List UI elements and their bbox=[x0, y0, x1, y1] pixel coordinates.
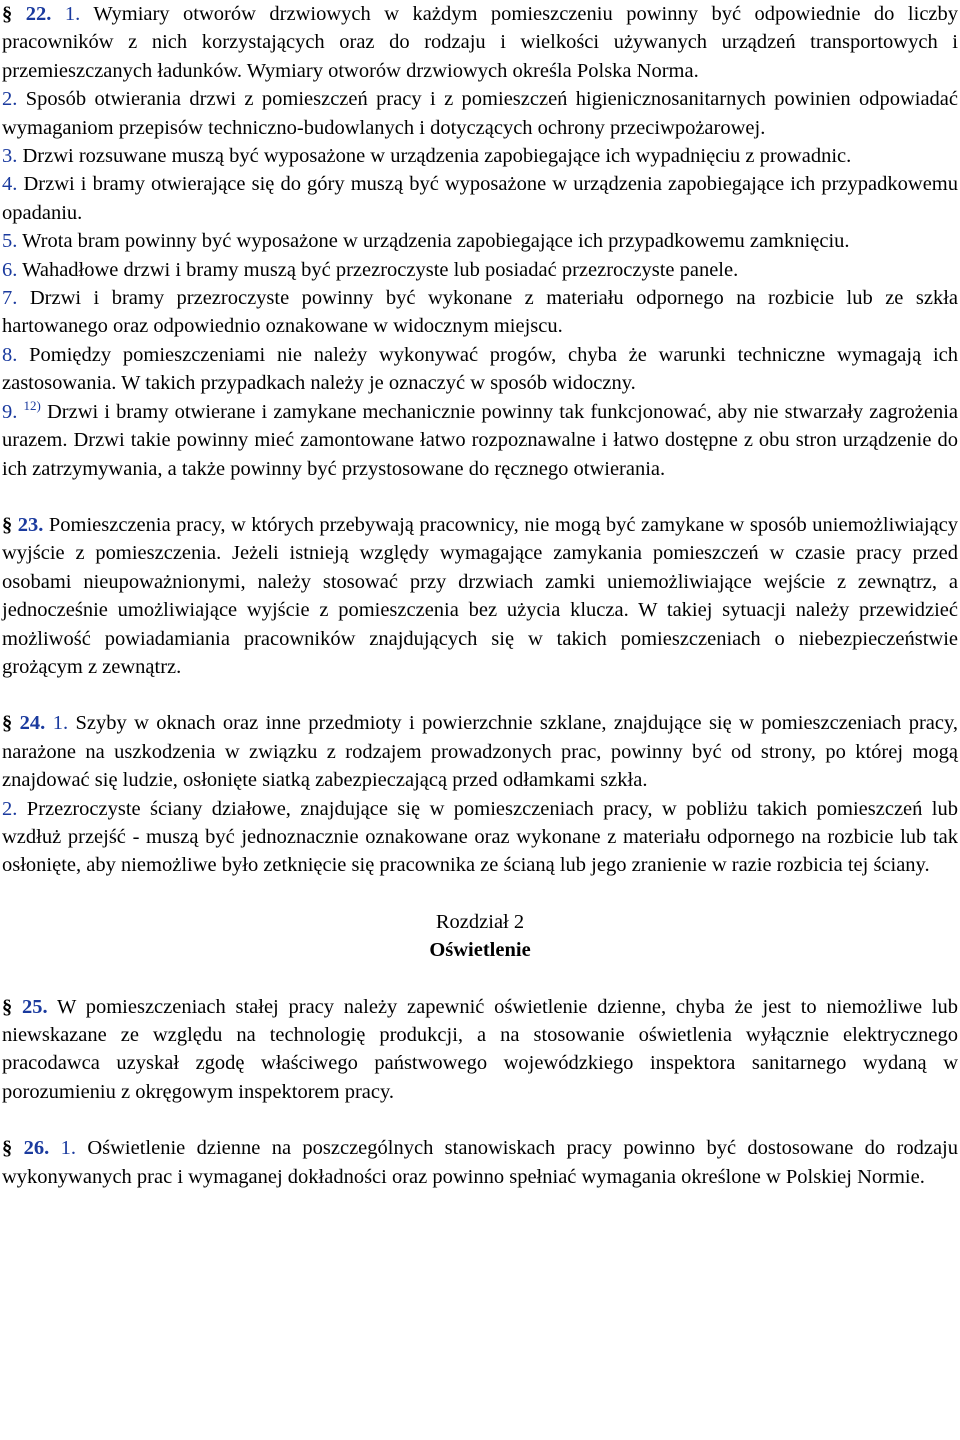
section-22-item-7 bbox=[2, 284, 958, 341]
section-text: W pomieszczeniach stałej pracy należy zapewnić oświetlenie dzienne, chyba że jest to niemożliwe lub niewskazane ze względu na technologię produkcji, a na stosowanie oświetlenia wyłącznie elektrycznego pracodawca uzyskał zgodę właściwego państwowego wojewódzkiego inspektora sanitarnego wydaną w porozumieniu z okręgowym inspektorem pracy. bbox=[2, 995, 959, 1103]
item-number: 9. bbox=[2, 400, 18, 423]
section-22-item-4 bbox=[2, 170, 958, 227]
item-text: Drzwi rozsuwane muszą być wyposażone w urządzenia zapobiegające ich wypadnięciu z prowadnic. bbox=[22, 145, 852, 168]
item-text: Oświetlenie dzienne na poszczególnych stanowiskach pracy powinno być dostosowane do rodzaju wykonywanych prac i wymaganej dokładności oraz powinno spełniać wymagania określone w Polskiej Normie. bbox=[2, 1137, 959, 1188]
item-number: 1. bbox=[64, 3, 81, 25]
section-text: Pomieszczenia pracy, w których przebywają pracownicy, nie mogą być zamykane w sposób uniemożliwiający wyjście z pomieszczenia. Jeżeli istnieją względy wymagające zamykania pomieszczeń w czasie pracy przed osobami nieupoważnionymi, należy stosować przy drzwiach zamki uniemożliwiające wejście z zewnątrz, a jednocześnie umożliwiające wyjście z pomieszczenia bez użycia klucza. W takiej sytuacji należy przewidzieć możliwość powiadamiania pracowników znajdujących się w takich pomieszczeniach o niebezpieczeństwie grożącym z zewnątrz. bbox=[2, 513, 959, 678]
section-23 bbox=[2, 511, 958, 681]
section-sign: § bbox=[2, 712, 13, 735]
item-number: 6. bbox=[2, 258, 18, 281]
chapter-title: Oświetlenie bbox=[429, 939, 531, 962]
spacer bbox=[2, 965, 958, 993]
section-25 bbox=[2, 993, 958, 1107]
item-number: 8. bbox=[2, 343, 18, 366]
section-24-item-1 bbox=[2, 709, 958, 794]
item-text: Drzwi i bramy przezroczyste powinny być wykonane z materiału odpornego na rozbicie lub ze szkła hartowanego oraz odpowiednio oznakowane w widocznym miejscu. bbox=[2, 287, 958, 338]
section-number: 26. bbox=[23, 1137, 50, 1160]
item-text: Pomiędzy pomieszczeniami nie należy wykonywać progów, chyba że warunki techniczne wymagają ich zastosowania. W takich przypadkach należy je oznaczyć w sposób widoczny. bbox=[2, 343, 958, 395]
item-number: 2. bbox=[2, 797, 18, 820]
item-number: 1. bbox=[60, 1137, 76, 1160]
section-number: 24. bbox=[19, 712, 46, 735]
item-text: Wrota bram powinny być wyposażone w urządzenia zapobiegające ich przypadkowemu zamknięciu. bbox=[22, 230, 850, 253]
item-number: 2. bbox=[2, 88, 18, 111]
section-22-item-1 bbox=[2, 0, 958, 85]
item-number: 3. bbox=[2, 145, 18, 168]
section-sign: § bbox=[2, 1137, 13, 1160]
item-text: Przezroczyste ściany działowe, znajdujące się w pomieszczeniach pracy, w pobliżu takich pomieszczeń lub wzdłuż przejść - muszą być jednoznacznie oznakowane oraz wykonane z materiału odpornego na rozbicie lub tak osłonięte, aby niemożliwe było zetknięcie się pracownika ze ścianą lub jego zranienie w razie rozbicia tej ściany. bbox=[2, 797, 959, 877]
item-text: Wymiary otworów drzwiowych w każdym pomieszczeniu powinny być odpowiednie do liczby pracowników z nich korzystających oraz do rodzaju i wielkości używanych urządzeń transportowych i przemieszczanych ładunków. Wymiary otworów drzwiowych określa Polska Norma. bbox=[2, 3, 959, 82]
section-22-item-3 bbox=[2, 142, 958, 170]
item-text: Wahadłowe drzwi i bramy muszą być przezroczyste lub posiadać przezroczyste panele. bbox=[22, 258, 739, 281]
section-26-item-1 bbox=[2, 1134, 958, 1191]
section-22-item-2 bbox=[2, 85, 958, 142]
spacer bbox=[2, 1106, 958, 1134]
item-number: 1. bbox=[52, 712, 69, 735]
spacer bbox=[2, 681, 958, 709]
section-number: 25. bbox=[22, 995, 48, 1018]
spacer bbox=[2, 880, 958, 908]
item-text: Szyby w oknach oraz inne przedmioty i powierzchnie szklane, znajdujące się w pomieszczeniach pracy, narażone na uszkodzenia w związku z rodzajem prowadzonych prac, powinny być od strony, po której mogą znajdować się ludzie, osłonięte siatką zabezpieczającą przed odłamkami szkła. bbox=[2, 712, 959, 792]
section-24-item-2 bbox=[2, 795, 958, 880]
item-text: Drzwi i bramy otwierające się do góry muszą być wyposażone w urządzenia zapobiegające ich przypadkowemu opadaniu. bbox=[2, 173, 958, 224]
item-text: Drzwi i bramy otwierane i zamykane mechanicznie powinny tak funkcjonować, aby nie stwarzały zagrożenia urazem. Drzwi takie powinny mieć zamontowane łatwo rozpoznawalne i łatwo dostępne z obu stron urządzenie do ich zatrzymywania, a także powinny być przystosowane do ręcznego otwierania. bbox=[2, 400, 959, 480]
section-22-item-9 bbox=[2, 398, 958, 483]
footnote-ref: 12) bbox=[23, 397, 41, 413]
spacer bbox=[2, 483, 958, 511]
section-number: 22. bbox=[25, 3, 52, 25]
item-number: 7. bbox=[2, 287, 18, 310]
section-sign: § bbox=[2, 513, 13, 536]
chapter-label: Rozdział 2 bbox=[435, 910, 525, 933]
item-text: Sposób otwierania drzwi z pomieszczeń pracy i z pomieszczeń higienicznosanitarnych powinien odpowiadać wymaganiom przepisów techniczno-budowlanych i dotyczących ochrony przeciwpożarowej. bbox=[2, 88, 958, 139]
section-22-item-5 bbox=[2, 227, 958, 255]
section-22-item-8 bbox=[2, 341, 958, 398]
section-sign: § bbox=[2, 3, 13, 25]
section-sign: § bbox=[2, 995, 13, 1018]
section-number: 23. bbox=[17, 513, 44, 536]
item-number: 5. bbox=[2, 230, 18, 253]
item-number: 4. bbox=[2, 173, 18, 196]
section-22-item-6 bbox=[2, 256, 958, 284]
